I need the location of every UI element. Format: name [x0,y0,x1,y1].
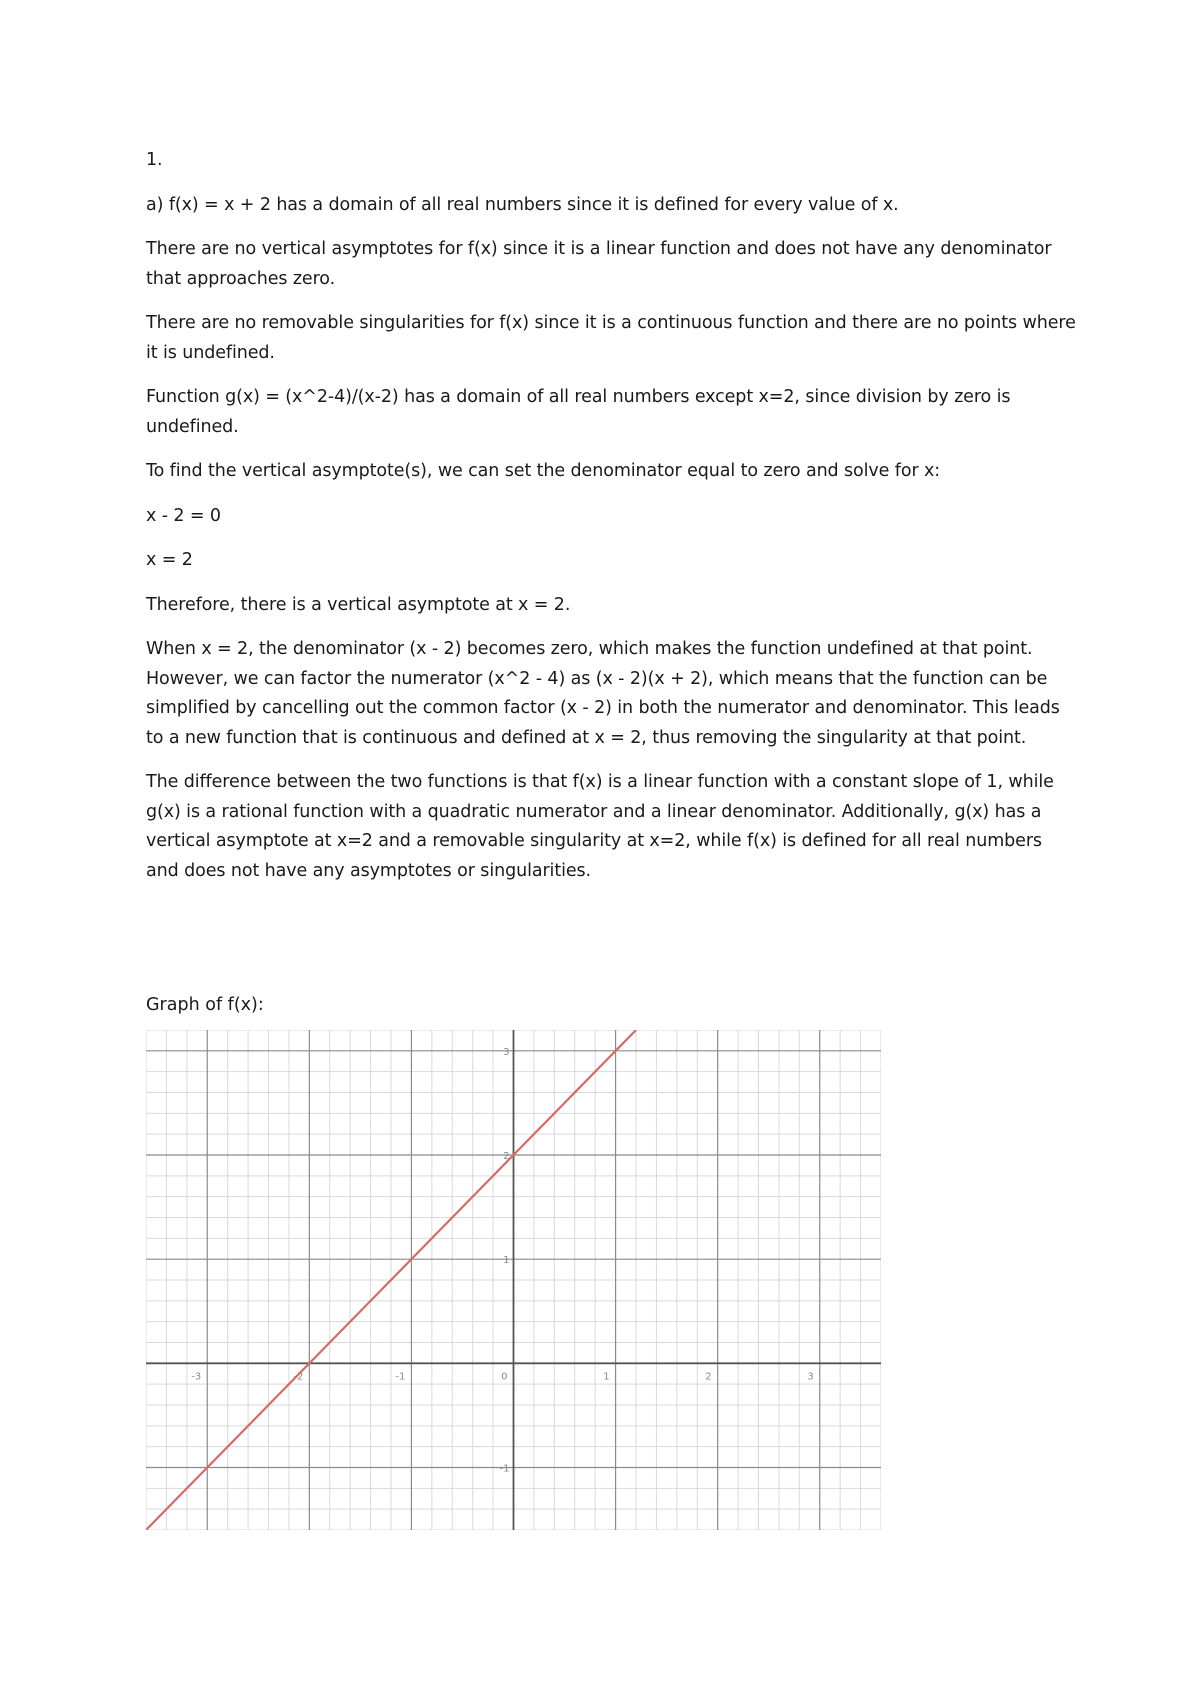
tick-labels [191,1047,813,1475]
graph-caption: Graph of f(x): [146,995,264,1015]
x-tick-label: -1 [395,1371,406,1383]
y-tick-label: -1 [499,1463,510,1475]
question-number: 1. [146,150,163,170]
paragraph-removable-singularity: When x = 2, the denominator (x - 2) becomes zero, which makes the function undefined at that point. However, we can factor the numerator (x^2 - 4) as (x - 2)(x + 2), which means that the function can be simplified by cancelling out the common factor (x - 2) in both the numerator and denominator. This leads to a new function that is continuous and defined at x = 2, thus removing the singularity at that point. [146,639,1060,748]
paragraph-f-singularities: There are no removable singularities for f(x) since it is a continuous function and there are no points where it is undefined. [146,313,1076,363]
document-body [146,146,1076,901]
x-tick-label: 3 [807,1371,814,1383]
y-tick-label: 2 [503,1151,510,1162]
x-tick-label: 0 [501,1371,508,1383]
graph-container [146,1030,881,1530]
paragraph-asymptote-conclusion: Therefore, there is a vertical asymptote at x = 2. [146,594,571,615]
x-tick-label: 1 [603,1371,610,1383]
equation-denominator: x - 2 = 0 [146,505,221,526]
paragraph-g-domain: Function g(x) = (x^2-4)/(x-2) has a domain of all real numbers except x=2, since division by zero is undefined. [146,387,1011,437]
paragraph-difference: The difference between the two functions is that f(x) is a linear function with a constant slope of 1, while g(x) is a rational function with a quadratic numerator and a linear denominator. Additionally, g(x) has a vertical asymptote at x=2 and a removable singularity at x=2, while f(x) is defined for all real numbers and does not have any asymptotes or singularities. [146,772,1054,881]
paragraph-f-asymptotes: There are no vertical asymptotes for f(x) since it is a linear function and does not have any denominator that approaches zero. [146,239,1052,289]
x-tick-label: -3 [191,1371,202,1383]
y-tick-label: 3 [503,1046,510,1058]
y-tick-label: 1 [503,1255,510,1267]
x-tick-label: 2 [705,1371,712,1383]
graph-f-x [146,1030,881,1530]
paragraph-find-asymptote: To find the vertical asymptote(s), we can set the denominator equal to zero and solve for x: [146,461,941,481]
equation-solution: x = 2 [146,550,193,570]
x-tick-label: -2 [293,1371,304,1383]
paragraph-f-domain: a) f(x) = x + 2 has a domain of all real numbers since it is defined for every value of x. [146,194,899,215]
